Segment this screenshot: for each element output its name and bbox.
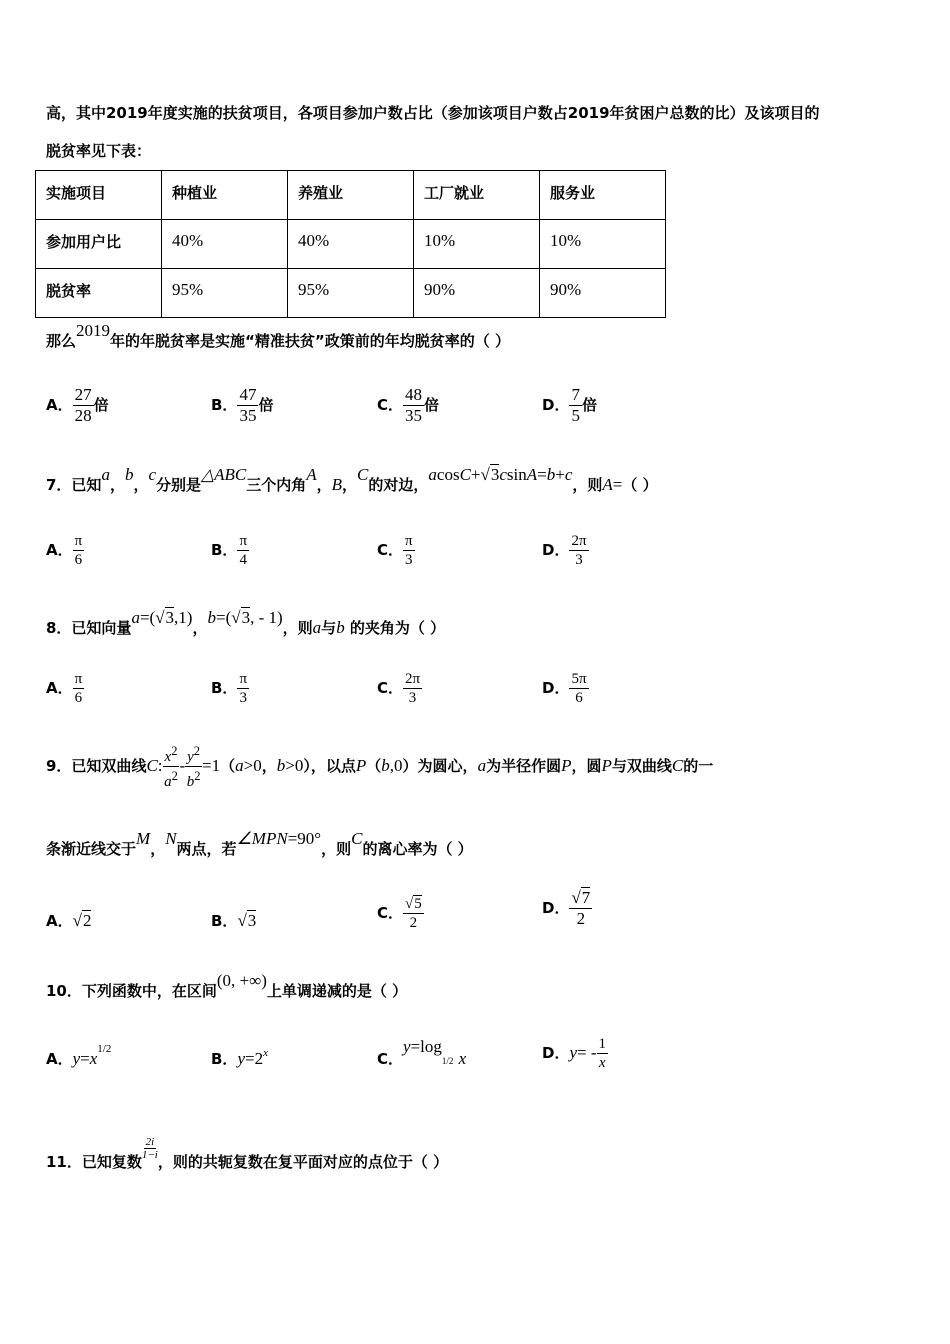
table-cell: 95% xyxy=(288,269,414,318)
q6-option-a[interactable]: A． $\frac{27}{28}$ 倍 xyxy=(46,385,109,425)
q6-option-b[interactable]: B． $\frac{47}{35}$ 倍 xyxy=(211,385,274,425)
q10-option-c[interactable]: C．y=log1/2 x xyxy=(377,1037,467,1068)
table-header-row xyxy=(36,171,666,220)
table-cell: 95% xyxy=(162,269,288,318)
interval: (0, +∞) xyxy=(216,971,267,990)
question-7: 7．已知a，b，c分别是△ABC三个内角A，B，C的对边，acosC+√3csinA=b+c，则A=（ ） xyxy=(46,465,658,494)
q6-option-d[interactable]: D． $\frac{7}{5}$ 倍 xyxy=(542,385,597,425)
q9-option-c[interactable]: C． $\frac{√5}{2}$ xyxy=(377,896,422,931)
q6-option-c[interactable]: C． $\frac{48}{35}$ 倍 xyxy=(377,385,440,425)
q7-option-a[interactable]: A． $\frac{\pi}{6}$ xyxy=(46,533,83,568)
table-row xyxy=(36,269,666,318)
table-cell: 90% xyxy=(540,269,666,318)
table-header-cell: 服务业 xyxy=(540,171,666,220)
table-header-cell: 工厂就业 xyxy=(414,171,540,220)
table-row-label: 脱贫率 xyxy=(36,269,162,318)
intro-line-2: 脱贫率见下表： xyxy=(46,142,152,160)
table-cell: 90% xyxy=(414,269,540,318)
q7-option-c[interactable]: C． $\frac{\pi}{3}$ xyxy=(377,533,413,568)
year-2019: 2019 xyxy=(76,321,111,340)
q8-option-b[interactable]: B． $\frac{\pi}{3}$ xyxy=(211,671,248,706)
q9-option-d[interactable]: D． $\frac{√7}{2}$ xyxy=(542,888,591,928)
q8-option-a[interactable]: A． $\frac{\pi}{6}$ xyxy=(46,671,83,706)
table-header-cell: 养殖业 xyxy=(288,171,414,220)
q10-option-b[interactable]: B．$y=2^x$ xyxy=(211,1047,268,1068)
table-cell: 10% xyxy=(414,220,540,269)
table-cell: 40% xyxy=(288,220,414,269)
question-9-line-2: 条渐近线交于M，N两点，若∠MPN=90°，则C的离心率为（ ） xyxy=(46,829,473,858)
q10-option-a[interactable]: A．$y=x^{1/2}$ xyxy=(46,1043,112,1068)
table-header-cell: 种植业 xyxy=(162,171,288,220)
question-6: 那么2019年的年脱贫率是实施“精准扶贫”政策前的年均脱贫率的（ ） xyxy=(46,321,510,350)
table-cell: 10% xyxy=(540,220,666,269)
question-8: 8．已知向量a=(√3,1)，b=(√3, - 1)，则a与b 的夹角为（ ） xyxy=(46,608,446,637)
q10-option-d[interactable]: D．y= - $\frac{1}{x}$ xyxy=(542,1036,606,1071)
poverty-table xyxy=(35,170,666,318)
q9-option-b[interactable]: B．√3 xyxy=(211,911,257,930)
intro-line-1: 高，其中2019年度实施的扶贫项目，各项目参加户数占比（参加该项目户数占2019年贫困户总数的比）及该项目的 xyxy=(46,104,820,122)
q8-option-d[interactable]: D． $\frac{5\pi}{6}$ xyxy=(542,671,587,706)
table-row xyxy=(36,220,666,269)
table-cell: 40% xyxy=(162,220,288,269)
q7-option-d[interactable]: D． $\frac{2\pi}{3}$ xyxy=(542,533,587,568)
q7-option-b[interactable]: B． $\frac{\pi}{4}$ xyxy=(211,533,248,568)
q9-option-a[interactable]: A．√2 xyxy=(46,911,92,930)
q8-option-c[interactable]: C． $\frac{2\pi}{3}$ xyxy=(377,671,421,706)
table-header-cell: 实施项目 xyxy=(36,171,162,220)
question-9: 9．已知双曲线C: $\frac{x^2}{a^2}$ - $\frac{y^2}{b^2}$ =1（a>0，b>0），以点P（b,0）为圆心，a为半径作圆P，圆P与双曲线C的一 xyxy=(46,744,714,790)
question-10: 10．下列函数中，在区间(0, +∞)上单调递减的是（ ） xyxy=(46,971,408,1000)
question-11: 11．已知复数 $\frac{2i}{1-i}$ ，则的共轭复数在复平面对应的点位于（ ） xyxy=(46,1136,449,1171)
table-row-label: 参加用户比 xyxy=(36,220,162,269)
